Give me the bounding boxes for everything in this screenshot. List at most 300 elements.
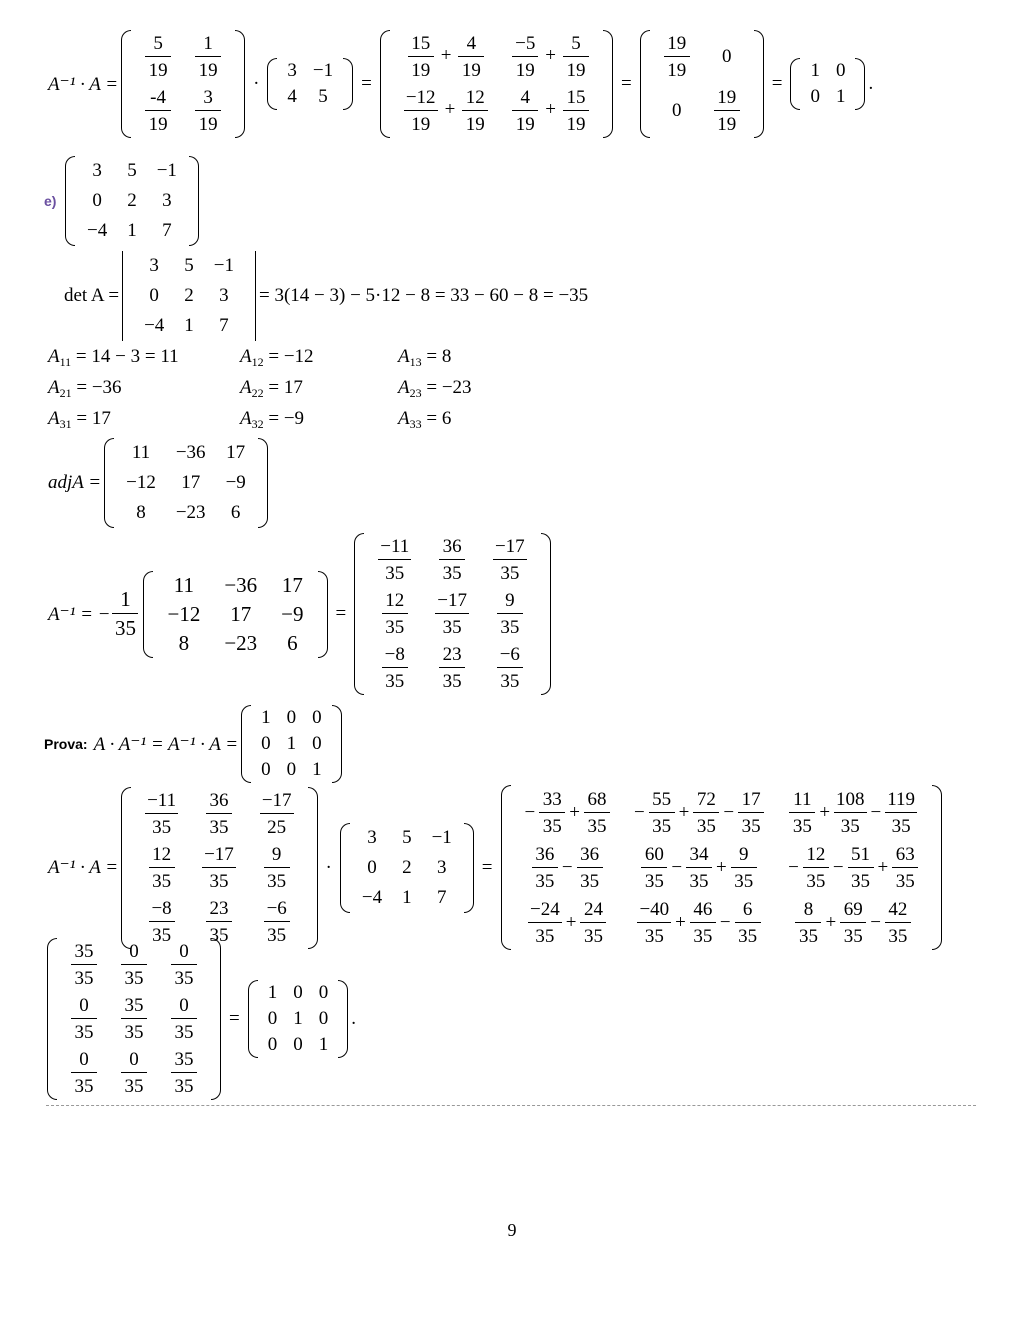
matrix-row	[802, 58, 853, 84]
operator: −	[633, 801, 645, 823]
denominator: 35	[738, 926, 758, 947]
cofactor-value: = −9	[263, 408, 305, 429]
denominator: 35	[689, 871, 709, 892]
big-mid-matrix	[340, 823, 474, 913]
numerator: 12	[462, 88, 488, 111]
matrix-row	[366, 587, 538, 641]
operator: +	[565, 912, 577, 933]
matrix-cell	[622, 785, 776, 840]
matrix-cell	[183, 84, 233, 138]
det-expression: = 3(14 − 3) − 5·12 − 8 = 33 − 60 − 8 = −35	[259, 285, 589, 306]
denominator: 35	[442, 563, 462, 584]
adjugate-matrix	[104, 438, 268, 528]
page-divider	[46, 1105, 976, 1106]
page-number: 9	[507, 1220, 517, 1240]
matrix-cell	[109, 992, 159, 1046]
cofactor-value: = −12	[263, 346, 314, 367]
matrix-cell: 2	[184, 285, 194, 306]
fraction	[803, 845, 829, 891]
denominator: 19	[515, 60, 535, 81]
operator: −	[870, 912, 881, 933]
fraction	[840, 900, 866, 946]
fraction	[71, 942, 97, 988]
denominator: 35	[267, 870, 287, 892]
cofactor-item	[48, 377, 122, 401]
fraction	[195, 88, 221, 134]
matrix-cell: 0	[261, 733, 271, 754]
matrix-cell	[109, 1046, 159, 1100]
denominator: 25	[267, 816, 287, 838]
fraction	[892, 845, 918, 891]
matrix-cell: −12	[126, 472, 156, 493]
matrix-row	[134, 251, 244, 281]
denominator: 35	[696, 815, 716, 837]
fraction	[408, 34, 434, 80]
denominator: 35	[74, 1075, 94, 1097]
denominator: 35	[734, 871, 754, 892]
cofactor-index: 11	[59, 355, 72, 369]
cofactor-value: = 8	[421, 346, 452, 367]
matrix-cell: 3	[436, 856, 447, 878]
numerator: −11	[145, 791, 178, 814]
cofactor-index: 31	[59, 417, 72, 431]
denominator: 35	[124, 1021, 144, 1043]
operator: +	[545, 99, 556, 121]
numerator: −8	[149, 899, 175, 922]
matrix-cell: 0	[312, 733, 322, 754]
matrix-cell	[423, 533, 481, 587]
fraction	[714, 88, 740, 134]
numerator: 0	[171, 942, 197, 965]
numerator: 34	[686, 845, 712, 868]
denominator: 35	[888, 926, 908, 947]
matrix-cell: −1	[431, 826, 452, 848]
numerator: 1	[195, 34, 221, 57]
matrix-cell	[500, 30, 601, 84]
operator: −	[788, 856, 799, 878]
cofactor-value: = 17	[263, 377, 303, 398]
numerator: 60	[641, 845, 667, 868]
cofactor-value: = −36	[71, 377, 122, 398]
numerator: 4	[458, 34, 484, 57]
determinant-equation	[64, 252, 588, 340]
denominator: 35	[174, 1075, 194, 1097]
matrix-row	[116, 468, 256, 498]
cofactor-index: 33	[409, 417, 422, 431]
denominator: 35	[542, 815, 562, 837]
fraction	[260, 791, 294, 837]
fraction	[532, 845, 558, 891]
matrix-cell: −4	[144, 315, 165, 336]
numerator: 35	[121, 996, 147, 1019]
numerator: 63	[892, 845, 918, 868]
matrix-cell	[159, 938, 209, 992]
matrix-cell	[109, 938, 159, 992]
top-check-equation: A⁻¹ · A = $\frac{5}{19}$ $\frac{1}{19}$ $\frac{-4}{19}$ $\frac{3}{19}$ · 3 −1 4 5 = $\frac{15}{19}$ + $\frac{4}{19}$ $\frac{-5}{19}$ + $\frac{5}{19}$ $\frac{-12}{19}$ + $\frac{12}{19}$ $\frac{4}{19}$ + $\frac{15}{19}$ = $\frac{19}{19}$ 0 0 $\frac{19}{19}$ = 1 0 0 1 .	[48, 34, 873, 134]
cofactor-name: A	[398, 377, 410, 398]
matrix-cell: 7	[436, 886, 447, 908]
denominator: 35	[741, 815, 761, 837]
denominator: 35	[209, 870, 229, 892]
denominator: 35	[580, 871, 600, 892]
big-left-matrix	[121, 787, 317, 949]
matrix-cell	[392, 30, 500, 84]
fraction	[693, 790, 719, 836]
denominator: 35	[895, 870, 915, 892]
numerator: -4	[145, 88, 171, 111]
top-a-matrix	[267, 58, 353, 110]
numerator: 42	[885, 900, 911, 923]
cofactor-index: 13	[409, 355, 422, 369]
matrix-cell	[481, 641, 539, 695]
denominator: 35	[385, 563, 405, 584]
fraction	[171, 996, 197, 1042]
denominator: 35	[174, 967, 194, 989]
matrix-row	[77, 186, 187, 216]
denominator: 35	[535, 871, 555, 892]
fraction	[885, 900, 911, 946]
fraction	[195, 34, 221, 80]
prova-label: Prova:	[44, 736, 88, 752]
numerator: 17	[738, 790, 764, 813]
expanded-entry	[639, 845, 758, 891]
matrix-cell	[133, 787, 190, 841]
matrix-row	[802, 84, 853, 110]
numerator: 8	[795, 900, 821, 923]
numerator: 0	[121, 942, 147, 965]
matrix-row	[513, 840, 931, 895]
numerator: 12	[382, 591, 408, 614]
denominator: 35	[843, 926, 863, 947]
matrix-cell: 0	[149, 285, 159, 306]
numerator: 0	[121, 1050, 147, 1073]
matrix-cell: 8	[178, 630, 190, 655]
numerator: 15	[408, 34, 434, 57]
big-expanded-matrix	[501, 785, 943, 950]
denominator: 35	[535, 926, 555, 947]
matrix-cell: 11	[173, 572, 195, 597]
matrix-cell: 1	[312, 759, 322, 780]
operator: −	[524, 801, 536, 823]
operator: +	[675, 912, 686, 933]
cofactor-item	[48, 408, 111, 432]
expanded-entry	[635, 900, 762, 946]
top-check-lhs: A⁻¹ · A =	[48, 73, 119, 95]
matrix-cell: 0	[367, 856, 377, 878]
numerator: −17	[260, 791, 294, 814]
expanded-entry	[787, 790, 919, 836]
matrix-row	[352, 883, 462, 913]
numerator: 69	[840, 900, 866, 923]
cofactor-name: A	[240, 346, 252, 367]
matrix-cell: 7	[162, 220, 172, 241]
numerator: −6	[264, 899, 290, 922]
numerator: 55	[649, 790, 675, 813]
fraction	[641, 845, 667, 891]
matrix-row	[392, 84, 601, 138]
inverse-matrix	[354, 533, 550, 695]
numerator: 15	[563, 88, 589, 111]
denominator: 35	[644, 871, 664, 892]
numerator: 9	[264, 845, 290, 868]
operator: +	[678, 801, 690, 823]
matrix-cell	[513, 895, 622, 950]
fraction	[497, 645, 523, 691]
matrix-cell: 0	[671, 100, 682, 121]
denominator: 35	[152, 924, 172, 946]
cofactor-name: A	[48, 377, 60, 398]
numerator: 12	[803, 845, 829, 868]
matrix-cell	[133, 841, 190, 895]
denominator: 35	[500, 563, 520, 584]
numerator: −5	[512, 34, 538, 57]
operator: −	[870, 802, 882, 823]
matrix-cell: 0	[92, 190, 102, 211]
numerator: 11	[789, 790, 815, 813]
operator: −	[832, 856, 844, 878]
matrix-cell: 0	[286, 707, 297, 728]
part-e-matrix-block	[62, 155, 202, 247]
numerator: −6	[497, 645, 523, 668]
matrix-cell: −9	[225, 472, 246, 493]
fraction	[738, 790, 764, 836]
denominator: 19	[148, 60, 168, 81]
matrix-row	[134, 281, 244, 311]
matrix-cell: 0	[286, 759, 297, 780]
operator: −	[671, 857, 683, 878]
fraction	[145, 88, 171, 134]
matrix-cell: 5	[127, 160, 137, 181]
matrix-cell: −23	[224, 630, 258, 655]
denominator: 19	[717, 114, 737, 135]
part-e-matrix	[65, 156, 199, 246]
operator: −	[723, 801, 735, 823]
matrix-cell: 1	[810, 60, 820, 81]
fraction	[795, 900, 821, 946]
fraction	[789, 790, 815, 836]
denominator: 35	[891, 816, 911, 837]
matrix-cell: 0	[318, 981, 329, 1003]
final-result-equation: $\frac{35}{35}$ $\frac{0}{35}$ $\frac{0}{35}$ $\frac{0}{35}$ $\frac{35}{35}$ $\frac{0}{35}$ $\frac{0}{35}$ $\frac{0}{35}$ $\frac{35}{35}$ = 1 0 0 0 1 0 0 0 1 .	[44, 946, 356, 1091]
denominator: 19	[667, 60, 687, 81]
fraction	[121, 996, 147, 1042]
final-fraction-matrix	[47, 938, 221, 1100]
fraction	[649, 790, 675, 836]
denominator: 35	[385, 617, 405, 638]
numerator: 0	[71, 996, 97, 1019]
matrix-row	[279, 84, 341, 110]
numerator: 51	[848, 845, 874, 868]
fraction	[121, 942, 147, 988]
fraction	[664, 34, 690, 80]
numerator: 4	[512, 88, 538, 111]
inverse-lhs: A⁻¹ = −	[48, 603, 111, 625]
denominator: 35	[693, 926, 713, 947]
matrix-cell	[776, 785, 930, 840]
matrix-cell: 17	[226, 442, 246, 463]
cofactor-index: 12	[251, 355, 264, 369]
fraction	[264, 899, 290, 945]
numerator: −40	[637, 900, 671, 923]
numerator: 9	[497, 591, 523, 614]
fraction	[458, 34, 484, 80]
matrix-cell: 6	[287, 630, 298, 655]
matrix-cell: 5	[402, 826, 412, 848]
matrix-cell	[133, 84, 183, 138]
cofactor-name: A	[240, 408, 252, 429]
matrix-cell: −36	[224, 572, 258, 597]
expanded-entry	[786, 845, 920, 891]
numerator: −17	[202, 845, 236, 868]
matrix-cell	[248, 895, 306, 949]
matrix-row	[392, 30, 601, 84]
matrix-cell: 3	[149, 255, 159, 276]
fraction	[378, 537, 411, 583]
fraction	[848, 845, 874, 891]
matrix-cell: −12	[167, 601, 201, 626]
matrix-cell	[248, 787, 306, 841]
matrix-cell	[366, 641, 423, 695]
fraction	[580, 900, 606, 946]
prova-equation	[44, 702, 345, 786]
matrix-cell	[59, 938, 109, 992]
operator: +	[825, 912, 837, 933]
matrix-cell: 0	[312, 707, 322, 728]
fraction	[206, 791, 232, 837]
matrix-row	[77, 216, 187, 246]
matrix-cell	[481, 587, 539, 641]
denominator: 35	[209, 816, 229, 838]
denominator: 35	[152, 816, 172, 838]
fraction	[404, 88, 438, 134]
matrix-cell: 1	[267, 981, 278, 1003]
matrix-row	[253, 705, 330, 731]
fraction	[528, 900, 562, 946]
denominator: 35	[792, 816, 812, 837]
denominator: 35	[851, 870, 871, 892]
prova-identity-matrix	[241, 705, 342, 783]
fraction	[497, 591, 523, 637]
numerator: 36	[532, 845, 558, 868]
matrix-row	[133, 30, 233, 84]
fraction	[690, 900, 716, 946]
matrix-cell: 3	[367, 826, 377, 848]
denominator: 35	[500, 671, 520, 692]
part-e-label: e)	[44, 193, 57, 209]
expanded-entry	[526, 900, 608, 946]
denominator: 35	[442, 671, 462, 692]
numerator: 12	[149, 845, 175, 868]
fraction	[512, 88, 538, 134]
fraction	[145, 791, 178, 837]
fraction	[462, 88, 488, 134]
denominator: 35	[840, 816, 860, 837]
matrix-cell: 1	[127, 220, 137, 241]
numerator: 119	[885, 790, 917, 813]
fraction	[145, 34, 171, 80]
matrix-cell	[622, 840, 776, 895]
numerator: 35	[71, 942, 97, 965]
matrix-row	[352, 853, 462, 883]
det-matrix	[122, 251, 256, 341]
cofactor-item	[240, 346, 314, 370]
matrix-cell: 17	[230, 601, 252, 626]
fraction	[731, 845, 757, 891]
denominator: 19	[148, 114, 168, 135]
operator: +	[440, 45, 452, 67]
denominator: 35	[644, 926, 664, 947]
denominator: 19	[411, 114, 431, 135]
matrix-cell: 6	[230, 502, 241, 523]
matrix-cell: −36	[175, 442, 206, 463]
numerator: 19	[714, 88, 740, 111]
cofactor-value: = −23	[421, 377, 472, 398]
denominator: 19	[515, 114, 535, 135]
fraction	[686, 845, 712, 891]
denominator: 35	[209, 924, 229, 946]
denominator: 19	[198, 60, 218, 81]
matrix-cell: 1	[318, 1033, 329, 1055]
final-identity-matrix	[248, 980, 349, 1058]
fraction	[539, 790, 565, 836]
matrix-row	[134, 311, 244, 341]
matrix-row	[253, 757, 330, 783]
numerator: 68	[584, 790, 610, 813]
matrix-cell	[423, 587, 481, 641]
adjugate-equation	[48, 438, 271, 528]
cofactor-item	[240, 377, 303, 401]
matrix-cell: 3	[92, 160, 102, 181]
numerator: −17	[435, 591, 469, 614]
numerator: 108	[834, 790, 867, 813]
matrix-row	[133, 841, 305, 895]
matrix-row	[652, 30, 752, 84]
matrix-cell: 5	[184, 255, 194, 276]
matrix-row	[279, 58, 341, 84]
matrix-cell: 0	[318, 1007, 329, 1029]
numerator: −11	[378, 537, 411, 560]
operator: −	[719, 912, 731, 933]
matrix-cell: 1	[402, 886, 412, 908]
matrix-cell: 3	[287, 60, 297, 81]
cofactor-item	[240, 408, 304, 432]
matrix-row	[155, 629, 315, 658]
top-sum-matrix	[380, 30, 613, 138]
cofactor-name: A	[398, 346, 410, 367]
matrix-cell	[392, 84, 500, 138]
matrix-row	[366, 533, 538, 587]
matrix-cell	[776, 840, 930, 895]
matrix-cell	[776, 895, 930, 950]
numerator: 46	[690, 900, 716, 923]
cofactor-index: 23	[409, 386, 422, 400]
matrix-cell	[513, 840, 622, 895]
fraction	[71, 1050, 97, 1096]
matrix-cell	[159, 992, 209, 1046]
cofactor-item	[398, 346, 451, 370]
numerator: −12	[404, 88, 438, 111]
operator: +	[545, 45, 556, 67]
numerator: −17	[493, 537, 527, 560]
numerator: 0	[171, 996, 197, 1019]
matrix-cell	[366, 587, 423, 641]
det-label: det A =	[64, 285, 120, 306]
fraction	[202, 845, 236, 891]
matrix-cell: 1	[286, 733, 297, 754]
matrix-cell: 17	[181, 472, 201, 493]
fraction	[584, 790, 610, 836]
expanded-entry	[530, 845, 605, 891]
